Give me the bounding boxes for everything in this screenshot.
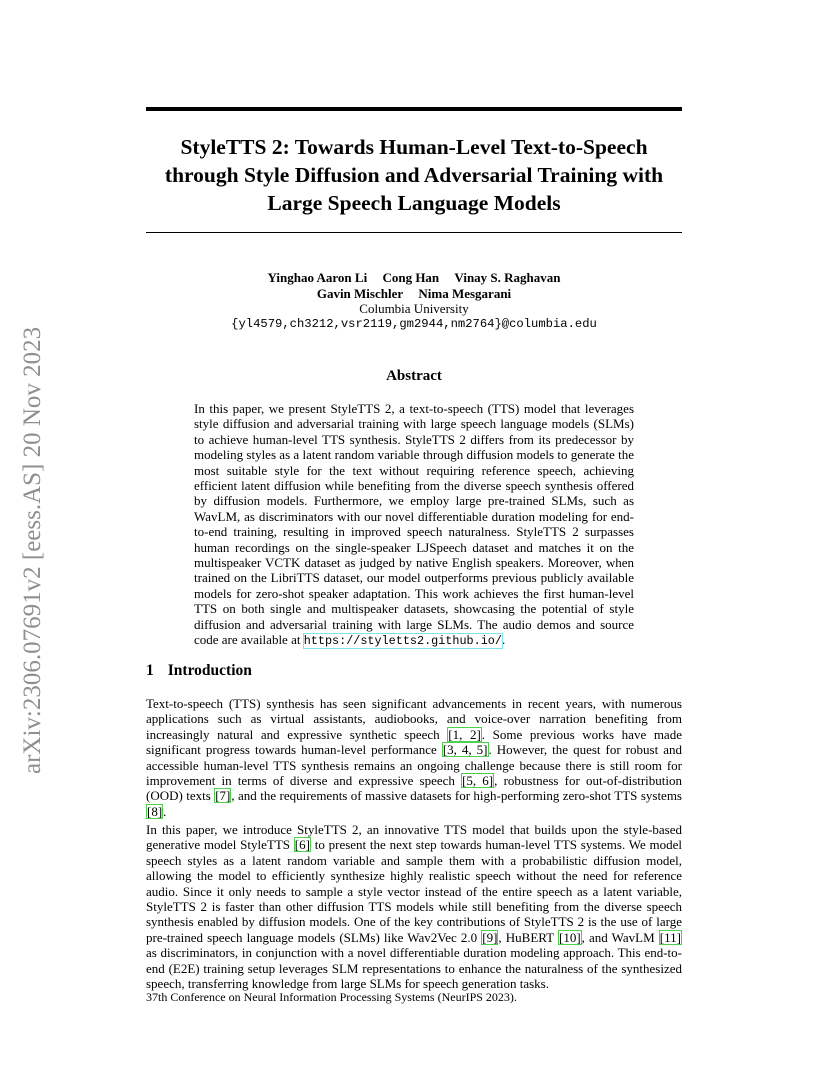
author-name: Nima Mesgarani bbox=[418, 285, 512, 301]
abstract-body bbox=[194, 401, 634, 650]
author-name: Gavin Mischler bbox=[316, 285, 404, 301]
abstract-heading: Abstract bbox=[386, 368, 442, 384]
author-row-2 bbox=[146, 286, 682, 302]
author-name: Cong Han bbox=[382, 270, 440, 285]
paragraph-text: , and WavLM bbox=[581, 929, 659, 945]
project-link[interactable]: https://styletts2.github.io/ bbox=[303, 634, 502, 649]
citation-link[interactable]: [11] bbox=[659, 929, 681, 945]
title-line-3: Large Speech Language Models bbox=[267, 191, 561, 215]
paragraph-text: . However, the quest for robust and accessible human-level TTS synthesis remains an ongoing challenge because there is still room for improvement in terms of diverse and expressive speech bbox=[146, 742, 682, 789]
author-row-1 bbox=[146, 270, 682, 286]
citation-link[interactable]: [10] bbox=[558, 929, 581, 945]
citation-link[interactable]: [7] bbox=[215, 788, 231, 804]
title-line-1: StyleTTS 2: Towards Human-Level Text-to-Speech bbox=[180, 135, 648, 159]
affiliation: Columbia University bbox=[359, 301, 469, 316]
abstract-end: . bbox=[501, 632, 506, 648]
abstract-text: In this paper, we present StyleTTS 2, a text-to-speech (TTS) model that leverages style diffusion and adversarial training with large speech language models (SLMs) to achieve human-level TTS synthesis. StyleTTS 2 differs from its predecessor by modeling styles as a latent random variable through diffusion models to generate the most suitable style for the text without requiring reference speech, achieving efficient latent diffusion while benefiting from the diverse speech synthesis offered by diffusion models. Furthermore, we employ large pre-trained SLMs, such as WavLM, as discriminators with our novel differentiable duration modeling for end-to-end training, resulting in improved speech naturalness. StyleTTS 2 surpasses human recordings on the single-speaker LJSpeech dataset and matches it on the multispeaker VCTK dataset as judged by native English speakers. Moreover, when trained on the LibriTTS dataset, our model outperforms previous publicly available models for zero-shot speaker adaptation. This work achieves the first human-level TTS on both single and multispeaker datasets, showcasing the potential of style diffusion and adversarial training with large SLMs. The audio demos and source code are available at bbox=[194, 401, 634, 648]
paragraph-text: to present the next step towards human-level TTS systems. We model speech styles as a latent random variable and sample them with a probabilistic diffusion model, allowing the model to efficiently synthesize highly realistic speech without the need for reference audio. Since it only needs to sample a style vector instead of the entire speech as a latent variable, StyleTTS 2 is faster than other diffusion TTS models while still benefiting from the diverse speech synthesis enabled by diffusion models. One of the key contributions of StyleTTS 2 is the use of large pre-trained speech language models (SLMs) like Wav2Vec 2.0 bbox=[146, 837, 682, 945]
title-line-2: through Style Diffusion and Adversarial Training with bbox=[164, 163, 664, 187]
author-name: Yinghao Aaron Li bbox=[267, 270, 368, 285]
arxiv-identifier: arXiv:2306.07691v2 [eess.AS] 20 Nov 2023 bbox=[19, 326, 46, 774]
paragraph-text: In this paper, we introduce StyleTTS 2, an innovative TTS model that builds upon the style-based generative model StyleTTS bbox=[146, 822, 682, 853]
paragraph-text: , and the requirements of massive datasets for high-performing zero-shot TTS systems bbox=[231, 788, 682, 804]
conference-footnote: 37th Conference on Neural Information Processing Systems (NeurIPS 2023). bbox=[146, 990, 517, 1004]
paragraph-text: Text-to-speech (TTS) synthesis has seen significant advancements in recent years, with numerous applications such as virtual assistants, audiobooks, and voice-over narration benefiting from increasingly natural and expressive synthetic speech bbox=[146, 696, 682, 742]
section-heading-introduction bbox=[146, 662, 252, 680]
paper-title bbox=[146, 133, 682, 217]
intro-paragraph-1 bbox=[146, 696, 682, 819]
paragraph-text: , HuBERT bbox=[498, 929, 558, 945]
title-top-rule bbox=[146, 107, 682, 111]
citation-link[interactable]: [9] bbox=[482, 929, 498, 945]
author-block bbox=[146, 270, 682, 332]
paragraph-text: , robustness for out-of-distribution (OOD) texts bbox=[146, 773, 683, 804]
section-title: Introduction bbox=[167, 662, 252, 679]
section-number: 1 bbox=[146, 662, 154, 679]
intro-paragraph-2 bbox=[146, 822, 682, 991]
paragraph-text: . bbox=[163, 803, 167, 819]
paragraph-text: . Some previous works have made significant progress towards human-level performance bbox=[146, 726, 682, 758]
citation-link[interactable]: [8] bbox=[147, 803, 163, 819]
author-name: Vinay S. Raghavan bbox=[454, 270, 561, 285]
author-emails: {yl4579,ch3212,vsr2119,gm2944,nm2764}@columbia.edu bbox=[231, 316, 597, 331]
citation-link[interactable]: [1, 2] bbox=[448, 726, 481, 742]
title-bottom-rule bbox=[146, 232, 682, 233]
paragraph-text: as discriminators, in conjunction with a novel differentiable duration modeling approach. This end-to-end (E2E) training setup leverages SLM representations to enhance the naturalness of the synthesized speech, transferring knowledge from large SLMs for speech generation tasks. bbox=[146, 945, 682, 992]
citation-link[interactable]: [5, 6] bbox=[462, 773, 494, 789]
citation-link[interactable]: [6] bbox=[294, 837, 310, 853]
citation-link[interactable]: [3, 4, 5] bbox=[442, 742, 488, 758]
